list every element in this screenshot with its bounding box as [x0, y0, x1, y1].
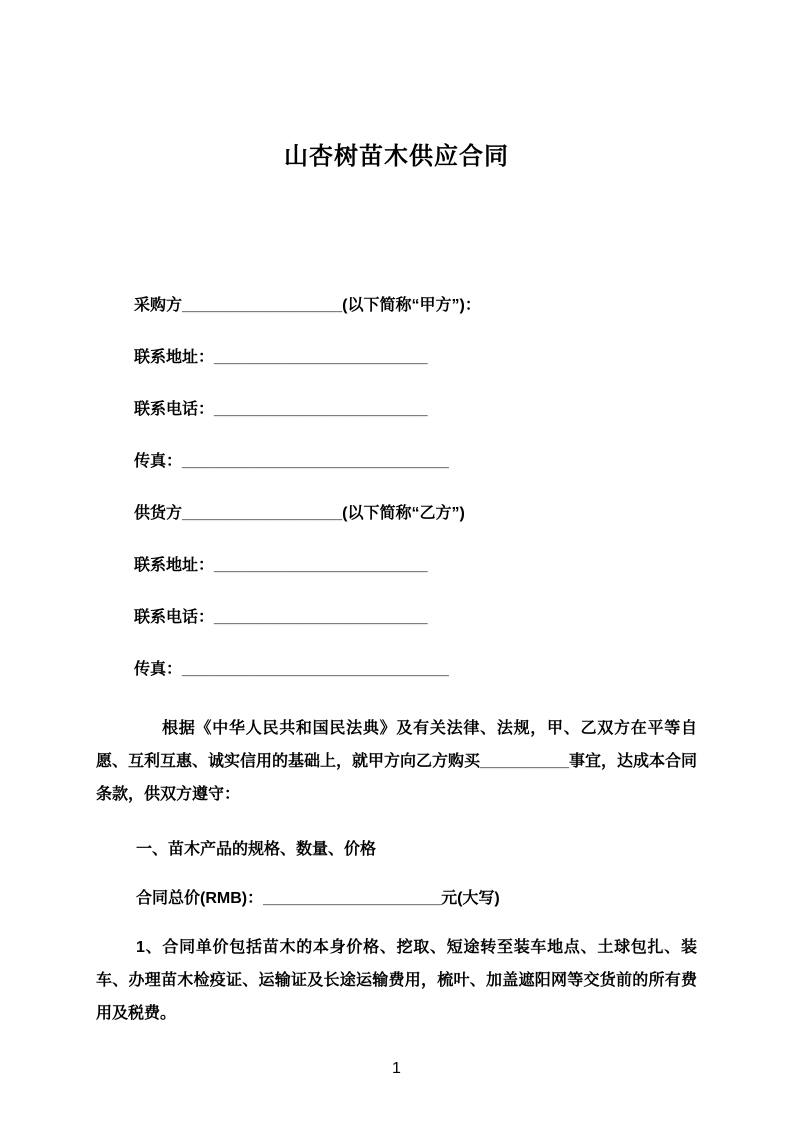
- total-price-line: 合同总价(RMB)：____________________元(大写): [136, 890, 500, 907]
- supplier-line: 供货方__________________(以下简称“乙方”): [134, 505, 465, 522]
- purchaser-phone-line: 联系电话：________________________: [134, 401, 428, 418]
- purchaser-fax-line: 传真：______________________________: [134, 453, 449, 470]
- party-fields-block: [96, 280, 697, 696]
- section-1-heading: 一、苗木产品的规格、数量、价格: [136, 841, 377, 858]
- page-number: 1: [392, 1060, 401, 1077]
- supplier-address-line: 联系地址：________________________: [134, 557, 428, 574]
- purchaser-line: 采购方__________________(以下简称“甲方”)：: [134, 297, 481, 314]
- document-title: 山杏树苗木供应合同: [284, 143, 509, 170]
- intro-paragraph: 根据《中华人民共和国民法典》及有关法律、法规，甲、乙双方在平等自愿、互利互惠、诚实信用的基础上，就甲方向乙方购买__________事宜，达成本合同条款，供双方遵守：: [96, 720, 697, 803]
- supplier-phone-line: 联系电话：________________________: [134, 609, 428, 626]
- purchaser-address-line: 联系地址：________________________: [134, 349, 428, 366]
- supplier-fax-line: 传真：______________________________: [134, 661, 449, 678]
- clause-1-paragraph: 1、合同单价包括苗木的本身价格、挖取、短途转至装车地点、土球包扎、装车、办理苗木检疫证、运输证及长途运输费用，梳叶、加盖遮阳网等交货前的所有费用及税费。: [96, 939, 697, 1022]
